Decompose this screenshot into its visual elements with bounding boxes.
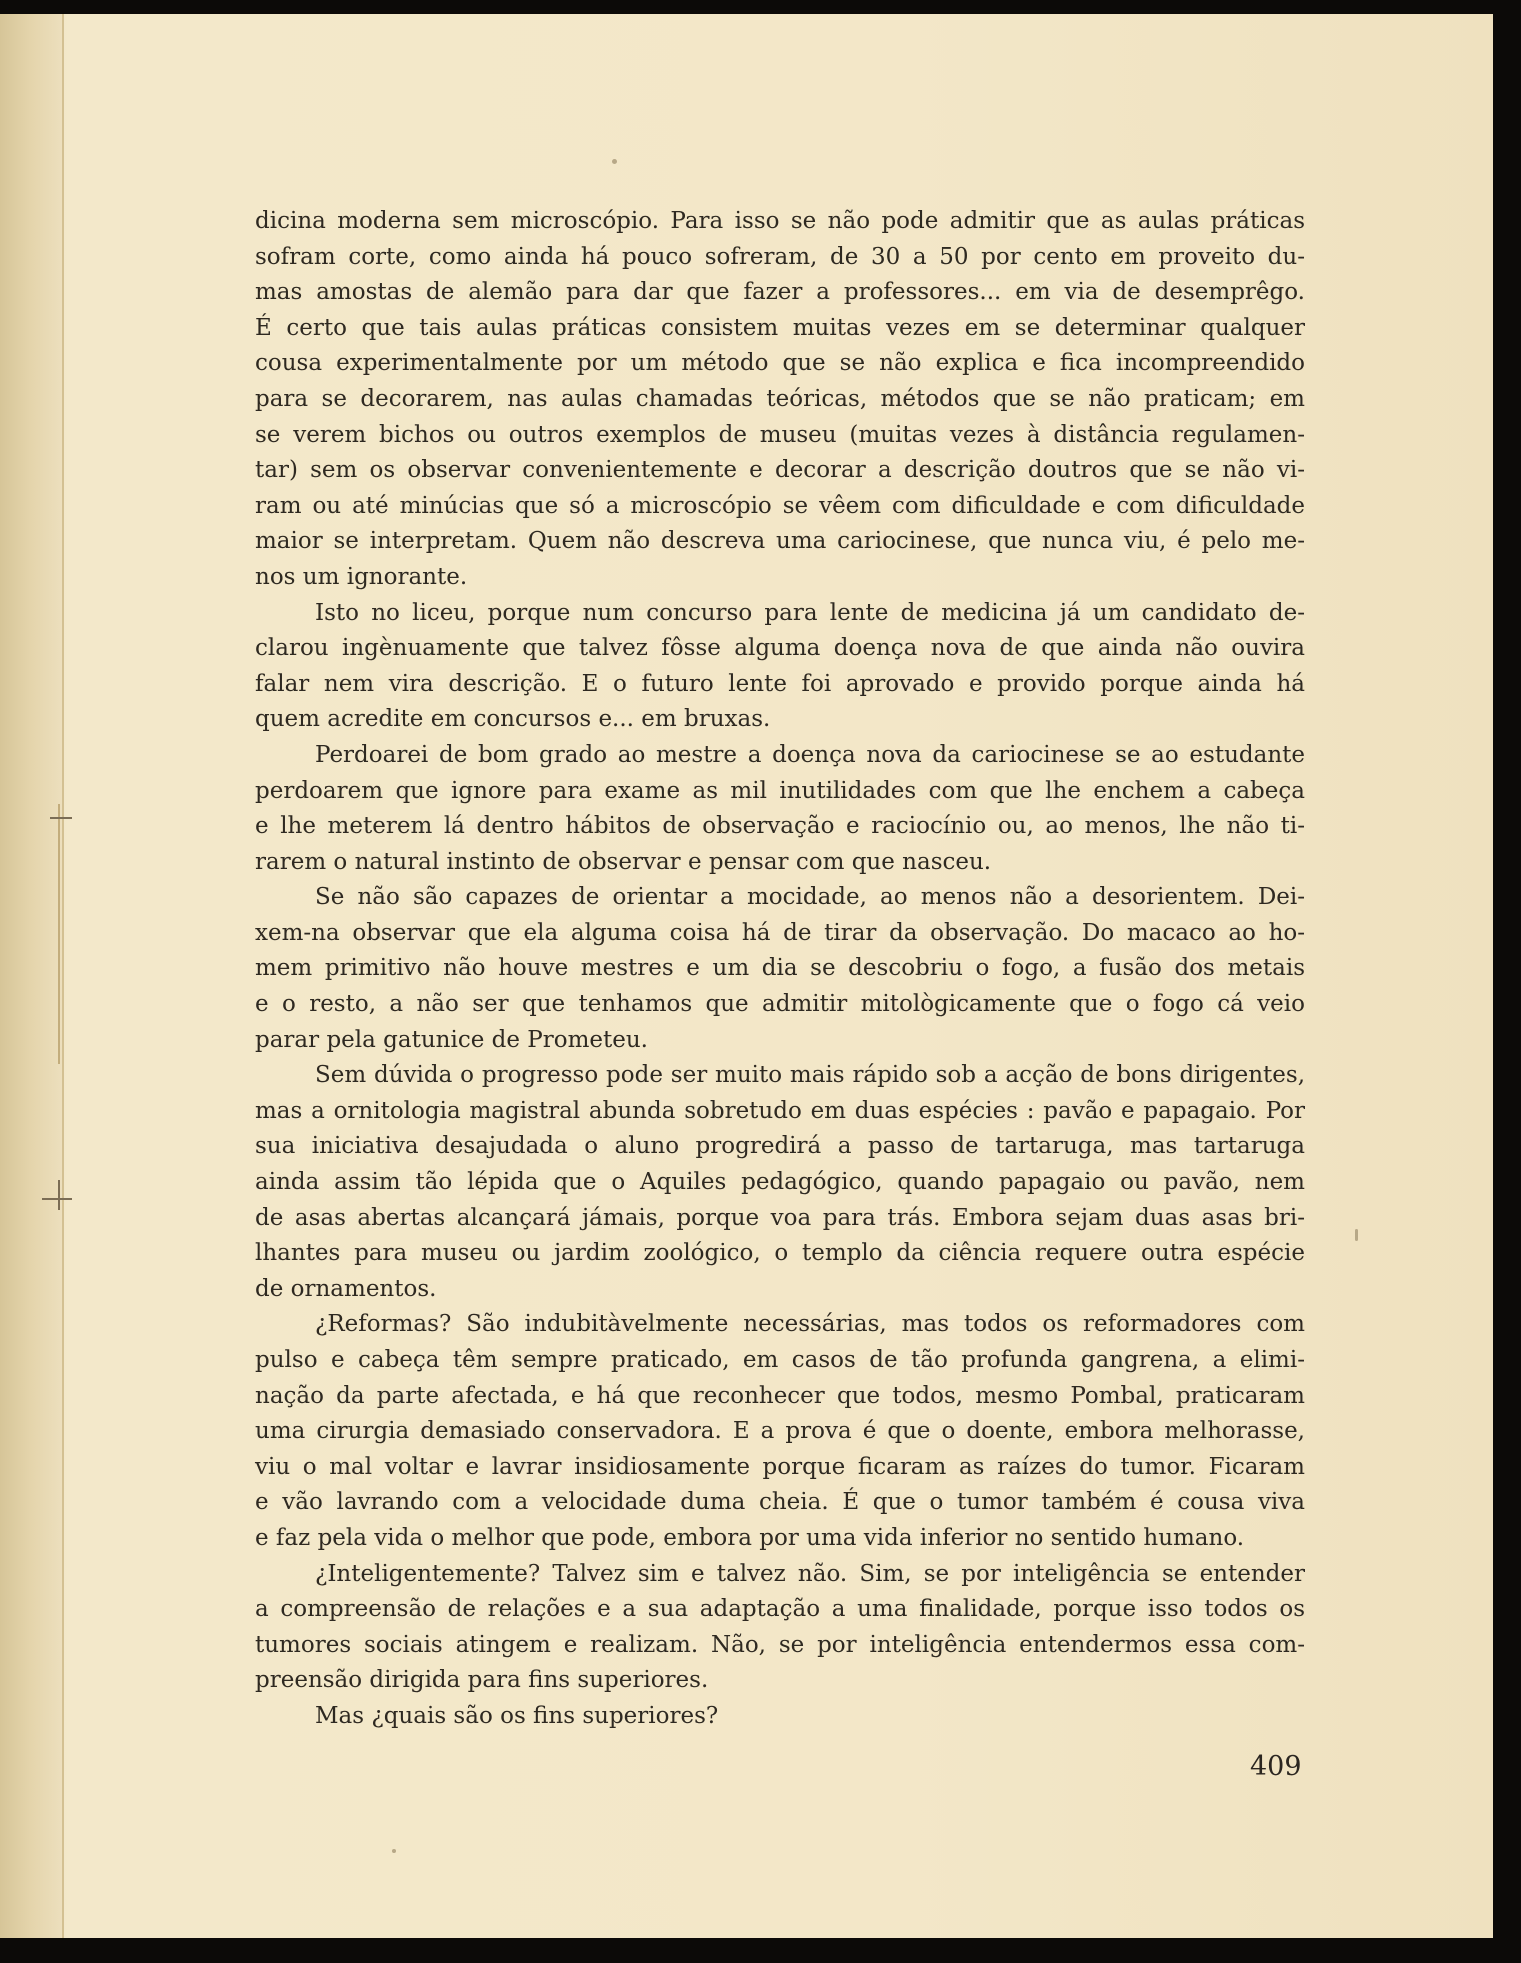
text-line: perdoarem que ignore para exame as mil inutilidades com que lhe enchem a cabeça [255, 777, 1305, 804]
text-line: mem primitivo não houve mestres e um dia se descobriu o fogo, a fusão dos metais [255, 955, 1305, 982]
gutter-mark [58, 1180, 60, 1210]
text-line: ¿Reformas? São indubitàvelmente necessárias, mas todos os reformadores com [315, 1311, 1305, 1338]
text-line: quem acredite em concursos e... em bruxas. [255, 706, 771, 733]
page-gutter [0, 14, 64, 1938]
text-line: sofram corte, como ainda há pouco sofreram, de 30 a 50 por cento em proveito du- [255, 243, 1305, 270]
text-line: nação da parte afectada, e há que reconhecer que todos, mesmo Pombal, praticaram [255, 1382, 1305, 1409]
text-line: e lhe meterem lá dentro hábitos de observação e raciocínio ou, ao menos, lhe não ti- [255, 813, 1305, 840]
text-line: tar) sem os observar convenientemente e decorar a descrição doutros que se não vi- [255, 457, 1305, 484]
text-line: Perdoarei de bom grado ao mestre a doença nova da cariocinese se ao estudante [315, 741, 1305, 768]
text-line: para se decorarem, nas aulas chamadas teóricas, métodos que se não praticam; em [255, 385, 1305, 412]
book-page [0, 14, 1493, 1938]
text-line: parar pela gatunice de Prometeu. [255, 1026, 648, 1053]
paper-speck [612, 159, 617, 164]
text-line: sua iniciativa desajudada o aluno progredirá a passo de tartaruga, mas tartaruga [255, 1133, 1305, 1160]
text-line: a compreensão de relações e a sua adaptação a uma finalidade, porque isso todos os [255, 1596, 1305, 1623]
text-line: e o resto, a não ser que tenhamos que admitir mitològicamente que o fogo cá veio [255, 991, 1305, 1018]
gutter-tick [50, 817, 72, 819]
text-line: e faz pela vida o melhor que pode, embora por uma vida inferior no sentido humano. [255, 1524, 1245, 1551]
gutter-tick [42, 1198, 72, 1200]
text-line: se verem bichos ou outros exemplos de museu (muitas vezes à distância regulamen- [255, 421, 1305, 448]
text-line: mas a ornitologia magistral abunda sobretudo em duas espécies : pavão e papagaio. Por [255, 1097, 1305, 1124]
text-line: Sem dúvida o progresso pode ser muito mais rápido sob a acção de bons dirigentes, [315, 1062, 1305, 1089]
paper-speck [1355, 1229, 1358, 1241]
text-line: preensão dirigida para fins superiores. [255, 1667, 709, 1694]
text-line: xem-na observar que ela alguma coisa há de tirar da observação. Do macaco ao ho- [255, 919, 1305, 946]
text-line: e vão lavrando com a velocidade duma cheia. É que o tumor também é cousa viva [255, 1489, 1305, 1516]
text-line: maior se interpretam. Quem não descreva uma cariocinese, que nunca viu, é pelo me- [255, 528, 1305, 555]
text-line: É certo que tais aulas práticas consistem muitas vezes em se determinar qualquer [255, 314, 1305, 341]
text-line: viu o mal voltar e lavrar insidiosamente porque ficaram as raízes do tumor. Ficaram [255, 1453, 1305, 1480]
text-line: tumores sociais atingem e realizam. Não, se por inteligência entendermos essa com- [255, 1631, 1305, 1658]
text-line: pulso e cabeça têm sempre praticado, em casos de tão profunda gangrena, a elimi- [255, 1347, 1305, 1373]
text-line: dicina moderna sem microscópio. Para isso se não pode admitir que as aulas práticas [255, 208, 1305, 234]
text-line: clarou ingènuamente que talvez fôsse alguma doença nova de que ainda não ouvira [255, 635, 1305, 662]
text-line: uma cirurgia demasiado conservadora. E a prova é que o doente, embora melhorasse, [255, 1418, 1305, 1445]
text-line: ram ou até minúcias que só a microscópio se vêem com dificuldade e com dificuldade [255, 492, 1305, 519]
text-line: mas amostas de alemão para dar que fazer a professores... em via de desemprêgo. [255, 279, 1305, 306]
text-line: ainda assim tão lépida que o Aquiles pedagógico, quando papagaio ou pavão, nem [255, 1169, 1305, 1196]
text-line: Isto no liceu, porque num concurso para lente de medicina já um candidato de- [315, 599, 1305, 626]
text-line: de ornamentos. [255, 1275, 437, 1302]
text-line: rarem o natural instinto de observar e pensar com que nasceu. [255, 848, 992, 875]
body-text [255, 204, 1305, 1735]
gutter-mark [58, 804, 60, 1064]
text-line: lhantes para museu ou jardim zoológico, o templo da ciência requere outra espécie [255, 1240, 1305, 1267]
text-line: ¿Inteligentemente? Talvez sim e talvez não. Sim, se por inteligência se entender [315, 1560, 1305, 1587]
page-number: 409 [1250, 1751, 1302, 1782]
paper-speck [392, 1849, 396, 1853]
text-line: Mas ¿quais são os fins superiores? [315, 1702, 719, 1729]
text-line: Se não são capazes de orientar a mocidade, ao menos não a desorientem. Dei- [315, 884, 1305, 911]
text-line: falar nem vira descrição. E o futuro lente foi aprovado e provido porque ainda há [255, 670, 1305, 697]
text-line: cousa experimentalmente por um método que se não explica e fica incompreendido [255, 350, 1305, 377]
text-line: de asas abertas alcançará jámais, porque voa para trás. Embora sejam duas asas bri- [255, 1204, 1305, 1231]
text-line: nos um ignorante. [255, 563, 468, 590]
